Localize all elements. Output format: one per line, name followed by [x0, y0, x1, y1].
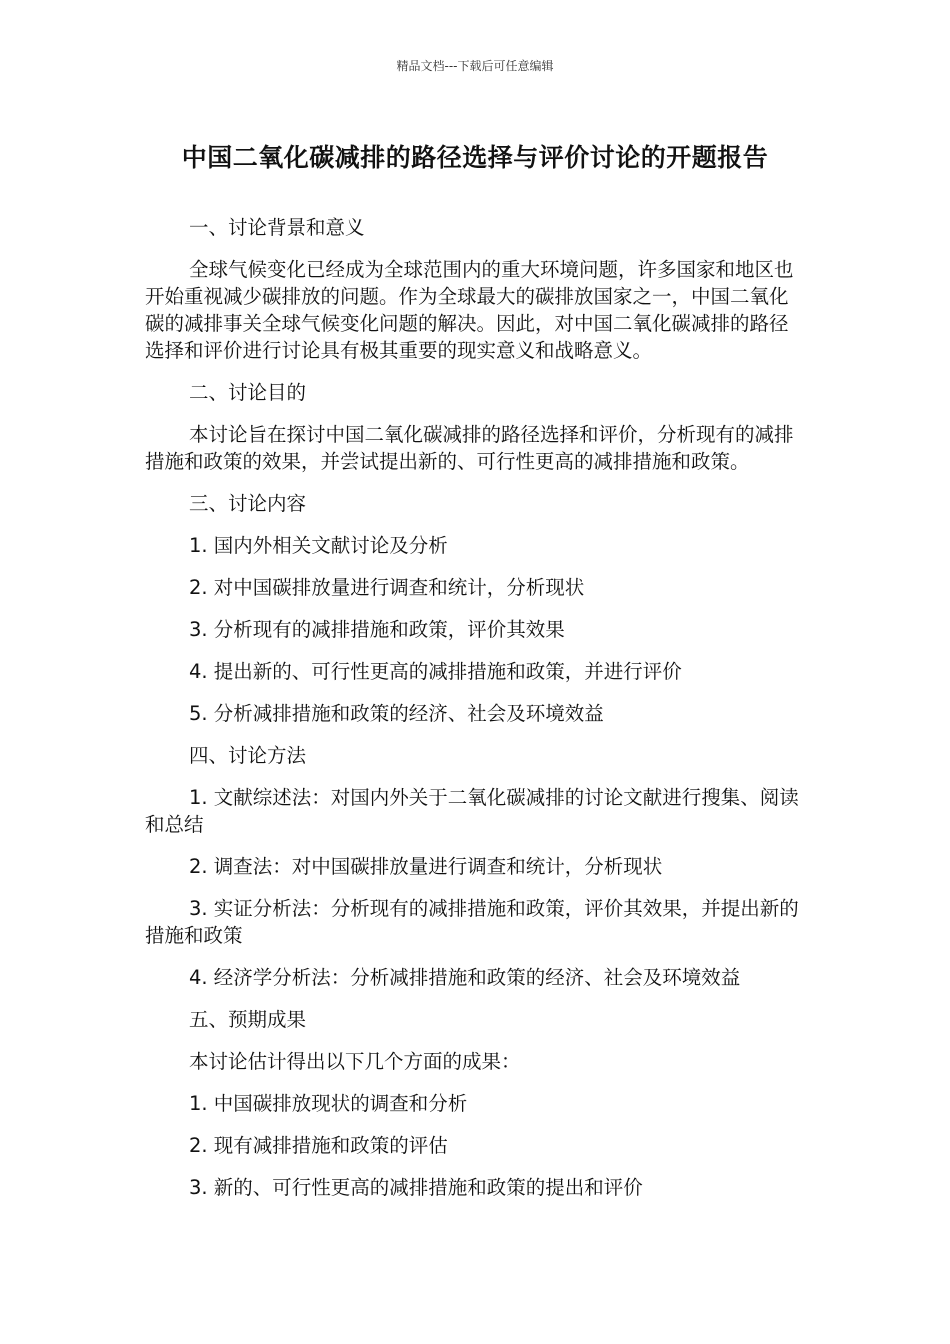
list-item: 1. 国内外相关文献讨论及分析: [189, 534, 448, 557]
list-item: 3. 实证分析法：分析现有的减排措施和政策，评价其效果，并提出新的措施和政策: [145, 897, 799, 947]
list-item: 2. 对中国碳排放量进行调查和统计，分析现状: [189, 576, 585, 599]
list-item: 4. 经济学分析法：分析减排措施和政策的经济、社会及环境效益: [189, 966, 741, 989]
list-item: 3. 分析现有的减排措施和政策，评价其效果: [189, 618, 565, 641]
document-title: 中国二氧化碳减排的路径选择与评价讨论的开题报告: [181, 143, 769, 172]
section-heading-method: 四、讨论方法: [189, 744, 307, 767]
header-note: 精品文档---下载后可任意编辑: [396, 59, 554, 73]
list-item: 4. 提出新的、可行性更高的减排措施和政策，并进行评价: [189, 660, 682, 683]
list-item: 2. 现有减排措施和政策的评估: [189, 1134, 448, 1157]
section-heading-content: 三、讨论内容: [189, 492, 307, 515]
section-heading-purpose: 二、讨论目的: [189, 381, 307, 404]
section-heading-background: 一、讨论背景和意义: [189, 216, 365, 239]
document-body: [145, 214, 805, 1216]
paragraph-background: 全球气候变化已经成为全球范围内的重大环境问题，许多国家和地区也开始重视减少碳排放的问题。作为全球最大的碳排放国家之一，中国二氧化碳的减排事关全球气候变化问题的解决。因此，对中国二氧化碳减排的路径选择和评价进行讨论具有极其重要的现实意义和战略意义。: [145, 258, 794, 362]
paragraph-results-intro: 本讨论估计得出以下几个方面的成果：: [189, 1050, 521, 1073]
section-heading-results: 五、预期成果: [189, 1008, 307, 1031]
paragraph-purpose: 本讨论旨在探讨中国二氧化碳减排的路径选择和评价，分析现有的减排措施和政策的效果，并尝试提出新的、可行性更高的减排措施和政策。: [145, 423, 794, 473]
list-item: 2. 调查法：对中国碳排放量进行调查和统计，分析现状: [189, 855, 663, 878]
list-item: 1. 中国碳排放现状的调查和分析: [189, 1092, 468, 1115]
list-item: 1. 文献综述法：对国内外关于二氧化碳减排的讨论文献进行搜集、阅读和总结: [145, 786, 799, 836]
list-item: 3. 新的、可行性更高的减排措施和政策的提出和评价: [189, 1176, 643, 1199]
list-item: 5. 分析减排措施和政策的经济、社会及环境效益: [189, 702, 604, 725]
